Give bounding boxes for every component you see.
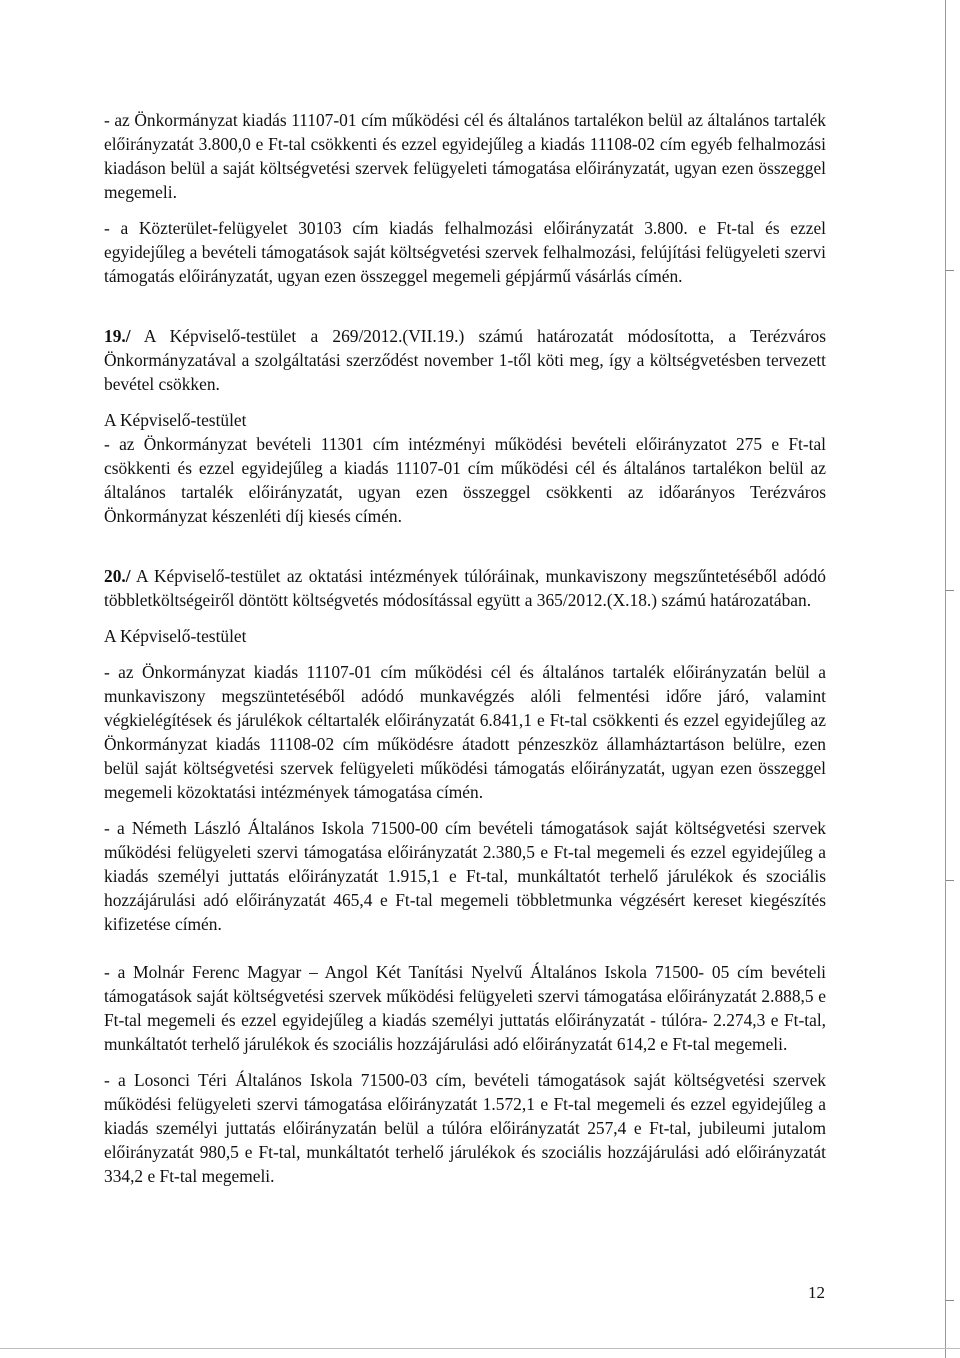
paragraph-kozterulet-felugyelet: - a Közterület-felügyelet 30103 cím kiadás felhalmozási előirányzatát 3.800. e Ft-tal és ezzel egyidejűleg a bevételi támogatások saját költségvetési szervek felhalmozási, felújítási felügyeleti szervi támogatás előirányzatát, ugyan ezen összeggel megemeli gépjármű vásárlás címén. [104,218,826,286]
spacer [104,204,826,216]
page-number: 12 [808,1283,825,1302]
section-19-number: 19./ [104,326,131,346]
scan-edge-mark [946,270,954,271]
spacer [104,396,826,408]
spacer [104,936,826,960]
section-20-item-losonci-teri: - a Losonci Téri Általános Iskola 71500-03 cím, bevételi támogatások saját költségvetési szervek működési felügyeleti szervi támogatása előirányzatát 1.572,1 e Ft-tal megemeli és ezzel egyidejűleg a kiadás személyi juttatás előirányzatán belül a túlóra előirányzatát 257,4 e Ft-tal, jubileumi jutalom előirányzatát 980,5 e Ft-tal, munkáltatót terhelő járulékok és szociális hozzájárulási adó előirányzatát 334,2 e Ft-tal megemeli. [104,1070,826,1186]
spacer [104,612,826,624]
section-20-item-nemeth-laszlo: - a Németh László Általános Iskola 71500-00 cím bevételi támogatások saját költségvetési szervek működési felügyeleti szervi támogatása előirányzatát 2.380,5 e Ft-tal megemeli és ezzel egyidejűleg a kiadás személyi juttatás előirányzatát 1.915,1 e Ft-tal, munkáltatót terhelő járulékok és szociális hozzájárulási adó előirányzatát 465,4 e Ft-tal megemeli többletmunka végzésért kereset kiegészítés kifizetése címén. [104,818,826,934]
section-19-resolution: - az Önkormányzat bevételi 11301 cím intézményi működési bevételi előirányzatot 275 e Ft-tal csökkenti és ezzel egyidejűleg a kiadás 11107-01 cím működési cél és általános tartalékon belül az általános tartalék előirányzatát, ugyan ezen összeggel csökkenti az időarányos Terézváros Önkormányzat készenléti díj kiesés címén. [104,434,826,526]
spacer [104,528,826,564]
document-body [104,108,826,1188]
spacer [104,804,826,816]
section-20-text: A Képviselő-testület az oktatási intézmények túlóráinak, munkaviszony megszűntetéséből adódó többletköltségeiről döntött költségvetés módosítással együtt a 365/2012.(X.18.) számú határozatában. [104,566,826,610]
section-20-intro [104,564,826,612]
spacer [104,648,826,660]
scan-edge-mark [946,880,954,881]
section-19-intro [104,324,826,396]
section-20-heading: A Képviselő-testület [104,626,247,646]
scan-edge-line [945,0,946,1358]
spacer [104,1056,826,1068]
section-20-number: 20./ [104,566,131,586]
section-19-text: A Képviselő-testület a 269/2012.(VII.19.) számú határozatát módosította, a Terézváros Önkormányzatával a szolgáltatási szerződést november 1-től köti meg, így a költségvetésben tervezett bevétel csökken. [104,326,826,394]
section-20-item-molnar-ferenc: - a Molnár Ferenc Magyar – Angol Két Tanítási Nyelvű Általános Iskola 71500- 05 cím bevételi támogatások saját költségvetési szervek működési felügyeleti szervi támogatása előirányzatát 2.888,5 e Ft-tal megemeli és ezzel egyidejűleg a kiadás személyi juttatás előirányzatát - túlóra- 2.274,3 e Ft-tal, munkáltatót terhelő járulékok és szociális hozzájárulási adó előirányzatát 614,2 e Ft-tal megemeli. [104,962,826,1054]
scan-edge-mark [946,1300,954,1301]
paragraph-reserve-transfer: - az Önkormányzat kiadás 11107-01 cím működési cél és általános tartalékon belül az általános tartalék előirányzatát 3.800,0 e Ft-tal csökkenti és ezzel egyidejűleg a kiadás 11108-02 cím egyéb felhalmozási kiadáson belül a saját költségvetési szervek felügyeleti támogatása előirányzatát, ugyan ezen összeggel megemeli. [104,110,826,202]
scan-bottom-line [0,1348,960,1349]
section-19-heading: A Képviselő-testület [104,410,247,430]
scan-edge-mark [946,590,954,591]
spacer [104,288,826,324]
section-20-item-reserve: - az Önkormányzat kiadás 11107-01 cím működési cél és általános tartalék előirányzatán belül a munkaviszony megszüntetéséből adódó munkavégzés alóli felmentési időre járó, valamint végkielégítések és járulékok céltartalék előirányzatát 6.841,1 e Ft-tal csökkenti és ezzel egyidejűleg az Önkormányzat kiadás 11108-02 cím működésre átadott pénzeszköz államháztartáson belülre, ezen belül saját költségvetési szervek felügyeleti működési támogatás előirányzatát, ugyan ezen összeggel megemeli közoktatási intézmények támogatása címén. [104,662,826,802]
